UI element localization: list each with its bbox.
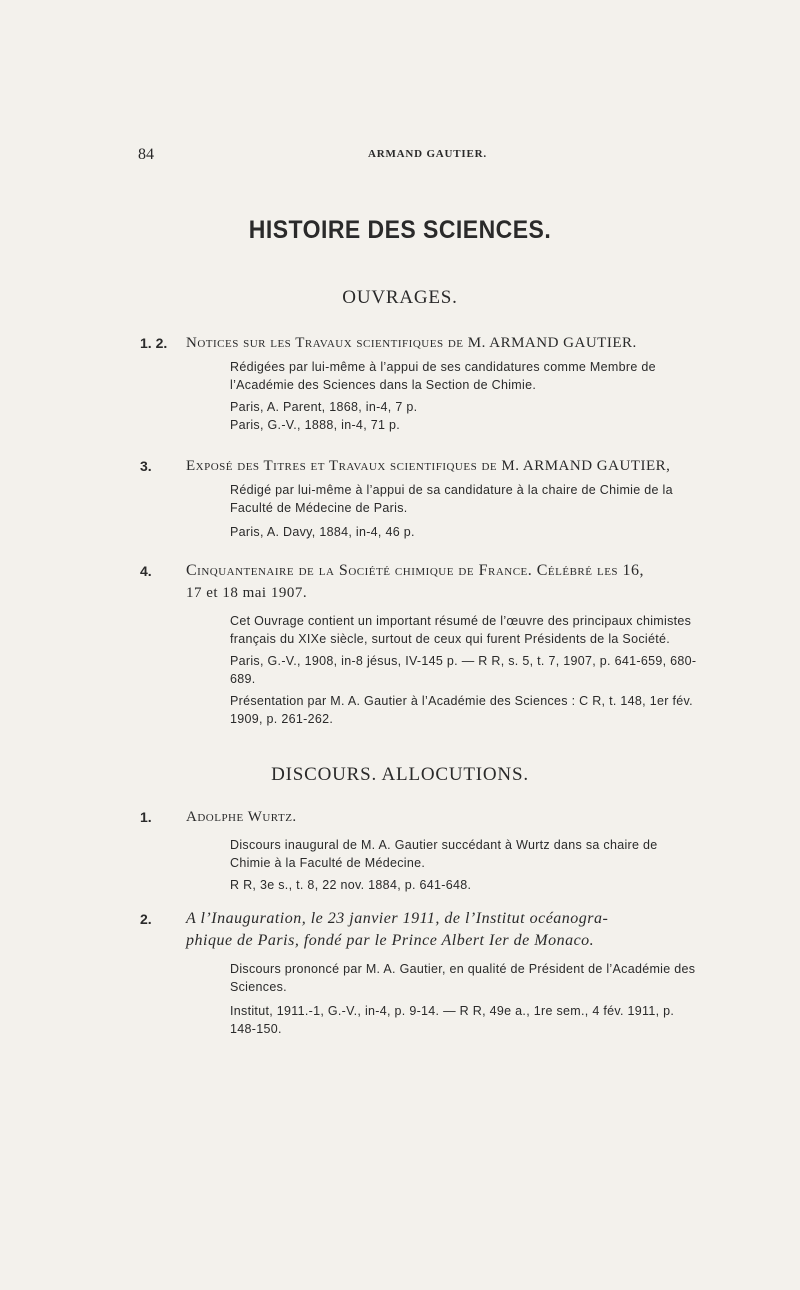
entry-reference: Présentation par M. A. Gautier à l’Académie des Sciences : C R, t. 148, 1er fév. 1909, p. 261-262. [230, 694, 693, 726]
section-title-ouvrages: OUVRAGES. [342, 287, 458, 308]
entry-reference: Paris, G.-V., 1908, in-8 jésus, IV-145 p. — R R, s. 5, t. 7, 1907, p. 641-659, 680-689. [230, 654, 697, 686]
entry-heading [140, 908, 700, 952]
entry-body [230, 481, 700, 541]
entry-reference: R R, 3e s., t. 8, 22 nov. 1884, p. 641-648. [230, 878, 472, 892]
entry-body [230, 612, 700, 728]
entry-number: 1. [140, 809, 152, 825]
entry-heading [140, 455, 700, 477]
entry-number: 4. [140, 563, 152, 579]
entry-heading [140, 560, 700, 604]
entry-title-line2: 17 et 18 mai 1907. [186, 585, 308, 601]
entry-description: Discours inaugural de M. A. Gautier succédant à Wurtz dans sa chaire de Chimie à la Faculté de Médecine. [230, 838, 658, 870]
entry-reference: Paris, A. Davy, 1884, in-4, 46 p. [230, 525, 415, 539]
entry-cinquantenaire [140, 560, 700, 728]
entry-body [230, 836, 700, 894]
entry-reference: Paris, G.-V., 1888, in-4, 71 p. [230, 418, 401, 432]
entry-heading [140, 806, 700, 828]
entry-number: 3. [140, 458, 152, 474]
main-title: HISTOIRE DES SCIENCES. [248, 216, 552, 244]
entry-description: Rédigées par lui-même à l’appui de ses candidatures comme Membre de l’Académie des Sciences dans la Section de Chimie. [230, 360, 656, 392]
entry-reference: Paris, A. Parent, 1868, in-4, 7 p. [230, 400, 418, 414]
entry-number: 2. [140, 911, 152, 927]
entry-number: 1. 2. [140, 335, 168, 351]
entry-wurtz [140, 806, 700, 894]
entry-title: Exposé des Titres et Travaux scientifiques de M. ARMAND GAUTIER, [186, 458, 671, 474]
entry-description: Cet Ouvrage contient un important résumé de l’œuvre des principaux chimistes français du XIXe siècle, surtout de ceux qui furent Présidents de la Société. [230, 614, 692, 646]
entry-title-line1: Cinquantenaire de la Société chimique de France. Célébré les 16, [186, 562, 645, 579]
entry-title-line1: A l’Inauguration, le 23 janvier 1911, de l’Institut océanogra- [186, 910, 609, 927]
running-head [0, 146, 800, 166]
entry-description: Rédigé par lui-même à l’appui de sa candidature à la chaire de Chimie de la Faculté de Médecine de Paris. [230, 483, 673, 515]
entry-reference: Institut, 1911.-1, G.-V., in-4, p. 9-14. — R R, 49e a., 1re sem., 4 fév. 1911, p. 148-150. [230, 1004, 675, 1036]
entry-notices [140, 332, 700, 434]
entry-expose [140, 455, 700, 541]
entry-heading [140, 332, 700, 354]
entry-body [230, 358, 700, 434]
entry-title: Adolphe Wurtz. [186, 809, 297, 825]
entry-institut [140, 908, 700, 1038]
page-number: 84 [138, 146, 154, 163]
entry-title: Notices sur les Travaux scientifiques de M. ARMAND GAUTIER. [186, 335, 637, 351]
section-title-discours: DISCOURS. ALLOCUTIONS. [271, 764, 529, 785]
running-title: ARMAND GAUTIER. [368, 148, 487, 160]
entry-body [230, 960, 700, 1038]
entry-title-line2: phique de Paris, fondé par le Prince Albert Ier de Monaco. [186, 932, 595, 949]
entry-description: Discours prononcé par M. A. Gautier, en qualité de Président de l’Académie des Sciences. [230, 962, 696, 994]
